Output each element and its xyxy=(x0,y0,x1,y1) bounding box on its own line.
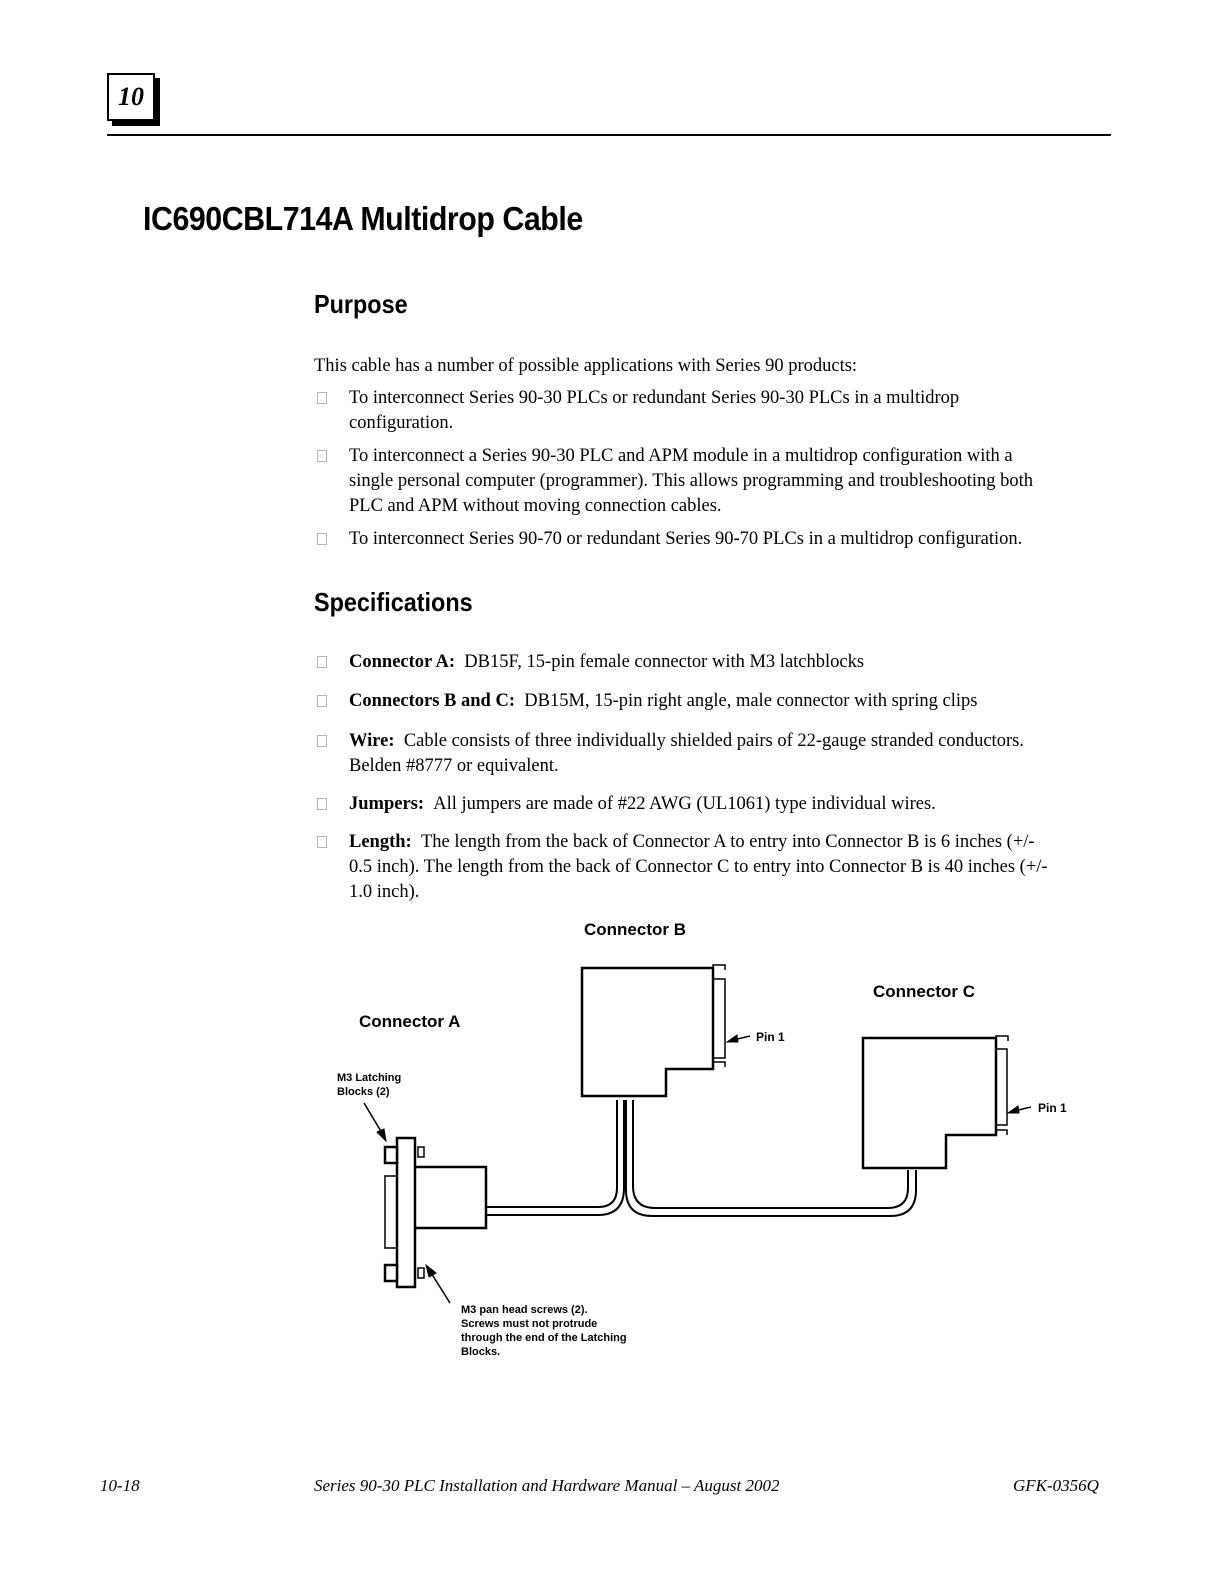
connector-c-clip-top xyxy=(996,1036,1008,1041)
screws-note: Blocks. xyxy=(461,1346,501,1358)
screws-note: through the end of the Latching xyxy=(461,1332,627,1344)
screws-note: Screws must not protrude xyxy=(461,1318,598,1330)
bullet-box-icon xyxy=(317,450,327,462)
spec-item xyxy=(314,650,1114,675)
connector-b-clip-top xyxy=(713,965,725,970)
cable-diagram xyxy=(330,915,1100,1365)
spec-item xyxy=(314,689,1114,714)
chapter-number: 10 xyxy=(118,82,144,111)
bullet-box-icon xyxy=(317,533,327,545)
connector-a-flange xyxy=(397,1138,415,1287)
spec-item xyxy=(314,729,1114,779)
bullet-line: To interconnect a Series 90-30 PLC and APM module in a multidrop configuration with a xyxy=(349,446,1013,466)
bullet-line: To interconnect Series 90-30 PLCs or redundant Series 90-30 PLCs in a multidrop xyxy=(349,388,960,408)
connector-b-face xyxy=(713,979,725,1058)
footer-doc-code: GFK-0356Q xyxy=(1013,1476,1099,1495)
spec-text: DB15F, 15-pin female connector with M3 latchblocks xyxy=(464,652,865,672)
pin1-b-label: Pin 1 xyxy=(756,1030,785,1044)
footer-manual-title: Series 90-30 PLC Installation and Hardware Manual – August 2002 xyxy=(314,1476,780,1495)
spec-label: Connectors B and C: xyxy=(349,691,515,711)
connector-c-clip-bottom xyxy=(996,1130,1007,1135)
purpose-heading: Purpose xyxy=(314,289,408,319)
connector-c-label: Connector C xyxy=(873,982,975,1001)
spec-text: DB15M, 15-pin right angle, male connector with spring clips xyxy=(524,691,978,711)
page-title: IC690CBL714A Multidrop Cable xyxy=(143,200,583,237)
latching-label: M3 Latching xyxy=(337,1072,402,1084)
spec-label: Jumpers: xyxy=(349,794,425,814)
spec-label: Length: xyxy=(349,832,412,852)
chapter-number-box xyxy=(107,73,155,121)
pin1-b-arrowhead xyxy=(727,1035,738,1042)
screw-bottom xyxy=(418,1268,424,1278)
pin1-c-arrowhead xyxy=(1008,1106,1019,1113)
bullet-line: single personal computer (programmer). This allows programming and troubleshooting both xyxy=(349,471,1034,491)
cable-a-to-b xyxy=(486,1100,617,1207)
connector-a-face xyxy=(385,1176,397,1248)
bullet-box-icon xyxy=(317,695,327,707)
screw-top xyxy=(418,1147,424,1157)
connector-a-label: Connector A xyxy=(359,1012,461,1031)
footer-page-number: 10-18 xyxy=(100,1476,140,1495)
purpose-bullet xyxy=(314,386,1114,436)
spec-label: Connector A: xyxy=(349,652,456,672)
spec-text: All jumpers are made of #22 AWG (UL1061) type individual wires. xyxy=(433,794,936,814)
spec-text: 1.0 inch). xyxy=(349,882,420,902)
spec-text: Belden #8777 or equivalent. xyxy=(349,756,559,776)
bullet-box-icon xyxy=(317,392,327,404)
specifications-heading: Specifications xyxy=(314,587,473,617)
bullet-line: To interconnect Series 90-70 or redundant Series 90-70 PLCs in a multidrop configuration. xyxy=(349,529,1023,549)
purpose-bullet xyxy=(314,444,1114,519)
connector-c-face xyxy=(996,1049,1007,1125)
bullet-box-icon xyxy=(317,656,327,668)
bullet-box-icon xyxy=(317,735,327,747)
spec-text: 0.5 inch). The length from the back of Connector C to entry into Connector B is 40 inches (+/- xyxy=(349,857,1048,877)
bullet-line: PLC and APM without moving connection cables. xyxy=(349,496,722,516)
screws-note: M3 pan head screws (2). xyxy=(461,1304,588,1316)
header-rule xyxy=(107,134,1111,136)
connector-b-clip-bottom xyxy=(713,1062,725,1067)
spec-text: Cable consists of three individually shielded pairs of 22-gauge stranded conductors. xyxy=(403,731,1024,751)
bullet-box-icon xyxy=(317,798,327,810)
spec-label: Wire: xyxy=(349,731,395,751)
connector-c-body xyxy=(863,1038,996,1168)
connector-a-body xyxy=(415,1167,486,1228)
latching-label: Blocks (2) xyxy=(337,1086,390,1098)
connector-b-label: Connector B xyxy=(584,920,686,939)
latching-block-bottom xyxy=(385,1265,397,1281)
bullet-line: configuration. xyxy=(349,413,454,433)
connector-b-body xyxy=(582,968,713,1096)
spec-item xyxy=(314,792,1114,817)
latching-arrowhead xyxy=(377,1129,386,1141)
spec-text: The length from the back of Connector A to entry into Connector B is 6 inches (+/- xyxy=(420,832,1035,852)
cable-a-to-b-inner xyxy=(486,1100,624,1215)
purpose-bullet xyxy=(314,527,1114,552)
screws-arrowhead xyxy=(426,1265,436,1277)
pin1-c-label: Pin 1 xyxy=(1038,1101,1067,1115)
bullet-box-icon xyxy=(317,836,327,848)
purpose-intro: This cable has a number of possible applications with Series 90 products: xyxy=(314,356,858,376)
spec-item xyxy=(314,830,1114,905)
latching-block-top xyxy=(385,1147,397,1163)
